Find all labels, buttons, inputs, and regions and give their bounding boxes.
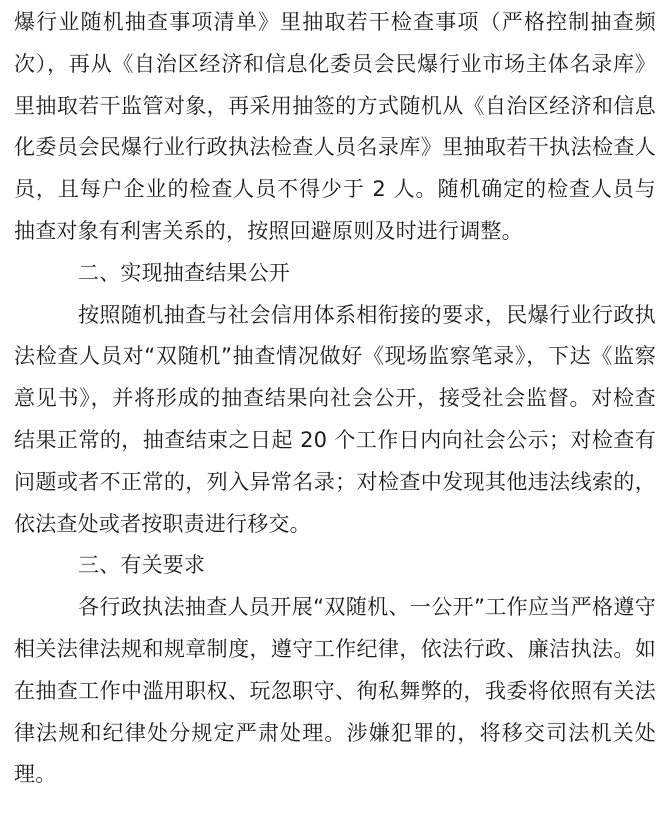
paragraph-section-2: 按照随机抽查与社会信用体系相衔接的要求，民爆行业行政执法检查人员对“双随机”抽查情况做好《现场监察笔录》，下达《监察意见书》，并将形成的抽查结果向社会公开，接受社会监督。对检查结果正常的，抽查结束之日起 20 个工作日内向社会公示；对检查有问题或者不正常的，列入异常名录；对检查中发现其他违法线索的，依法查处或者按职责进行移交。: [14, 302, 656, 536]
document-page: [14, 2, 656, 796]
paragraph-section-3: 各行政执法抽查人员开展“双随机、一公开”工作应当严格遵守相关法律法规和规章制度，遵守工作纪律，依法行政、廉洁执法。如在抽查工作中滥用职权、玩忽职守、徇私舞弊的，我委将依照有关法律法规和纪律处分规定严肃处理。涉嫌犯罪的，将移交司法机关处理。: [14, 595, 656, 787]
paragraph-continued: 爆行业随机抽查事项清单》里抽取若干检查事项（严格控制抽查频次），再从《自治区经济和信息化委员会民爆行业市场主体名录库》里抽取若干监管对象，再采用抽签的方式随机从《自治区经济和信息化委员会民爆行业行政执法检查人员名录库》里抽取若干执法检查人员，且每户企业的检查人员不得少于 2 人。随机确定的检查人员与抽查对象有利害关系的，按照回避原则及时进行调整。: [14, 10, 656, 243]
section-heading-3: 三、有关要求: [78, 553, 206, 578]
section-heading-2: 二、实现抽查结果公开: [78, 260, 290, 285]
